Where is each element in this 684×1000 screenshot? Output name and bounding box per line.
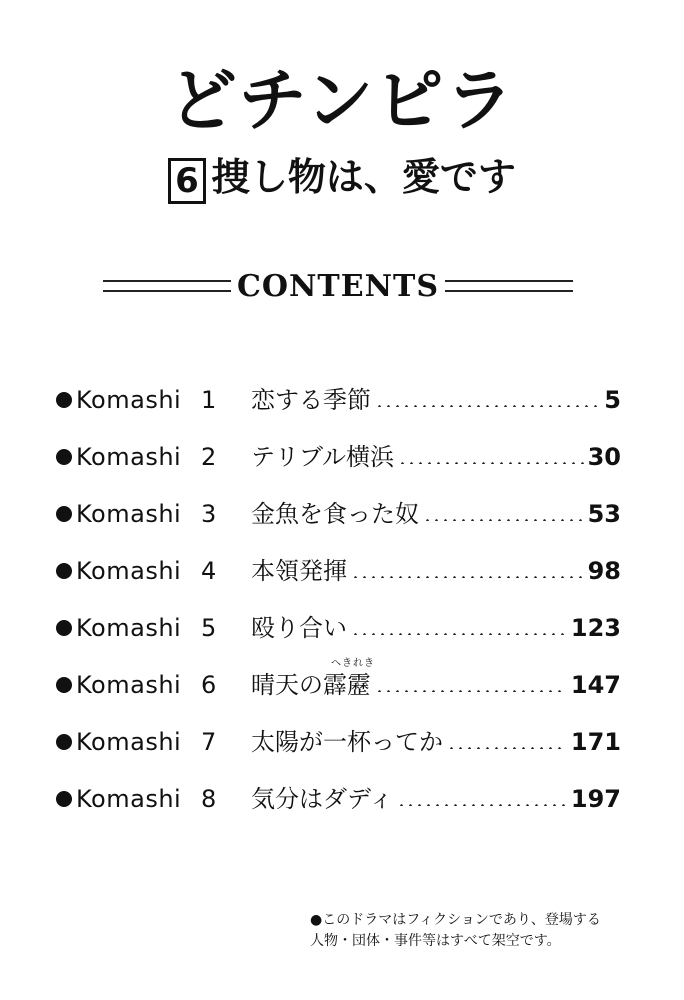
bullet-icon	[56, 506, 72, 522]
dot-leader	[375, 690, 567, 692]
episode-label: Komashi	[76, 671, 182, 699]
toc-row-1[interactable]	[56, 355, 621, 412]
page-number: 197	[570, 785, 621, 813]
page-number: 123	[570, 614, 621, 642]
dot-leader	[447, 747, 567, 749]
furigana: へきれき	[331, 658, 375, 669]
episode-number: 8	[201, 785, 217, 813]
episode-label: Komashi	[76, 500, 182, 528]
episode-title: 殴り合い	[251, 614, 347, 642]
volume-subtitle-text: 捜し物は、愛です	[211, 155, 516, 199]
dot-leader	[351, 576, 584, 578]
toc-row-5[interactable]	[56, 583, 621, 640]
episode-number: 7	[201, 728, 217, 756]
page-number: 30	[587, 443, 621, 471]
dot-leader	[397, 804, 567, 806]
bullet-icon	[56, 449, 72, 465]
episode-label: Komashi	[76, 386, 182, 414]
episode-label: Komashi	[76, 614, 182, 642]
toc-row-8[interactable]	[56, 754, 621, 811]
contents-rule-left	[103, 280, 231, 292]
book-title: どチンピラ	[168, 62, 516, 141]
volume-number-box: 6	[168, 158, 206, 204]
bullet-icon	[56, 677, 72, 693]
bullet-icon	[56, 791, 72, 807]
dot-leader	[423, 519, 584, 521]
episode-label: Komashi	[76, 785, 182, 813]
episode-title: テリブル横浜	[251, 443, 395, 471]
table-of-contents	[56, 355, 621, 811]
contents-rule-right	[445, 280, 573, 292]
dot-leader	[351, 633, 567, 635]
volume-subtitle	[0, 155, 684, 204]
dot-leader	[398, 462, 584, 464]
fiction-disclaimer	[310, 910, 601, 952]
page-number: 98	[587, 557, 621, 585]
episode-number: 4	[201, 557, 217, 585]
toc-row-7[interactable]	[56, 697, 621, 754]
toc-row-4[interactable]	[56, 526, 621, 583]
episode-title: 恋する季節	[251, 386, 371, 414]
bullet-icon	[56, 734, 72, 750]
page-number: 147	[570, 671, 621, 699]
contents-heading: CONTENTS	[236, 268, 440, 304]
toc-row-2[interactable]	[56, 412, 621, 469]
episode-title: 気分はダディ	[251, 785, 394, 813]
disclaimer-line-2: 人物・団体・事件等はすべて架空です。	[310, 933, 561, 949]
page-number: 5	[604, 386, 621, 414]
episode-number: 6	[201, 671, 217, 699]
bullet-icon	[56, 620, 72, 636]
episode-number: 5	[201, 614, 217, 642]
episode-number: 3	[201, 500, 217, 528]
episode-label: Komashi	[76, 557, 182, 585]
disclaimer-line-1: ●このドラマはフィクションであり、登場する	[310, 912, 601, 928]
episode-label: Komashi	[76, 728, 182, 756]
contents-header	[103, 268, 573, 304]
episode-title: 晴天の霹靂	[251, 671, 371, 699]
episode-title-wrap	[251, 658, 375, 699]
episode-title: 金魚を食った奴	[251, 500, 419, 528]
dot-leader	[375, 405, 600, 407]
bullet-icon	[56, 563, 72, 579]
page-number: 53	[587, 500, 621, 528]
toc-row-6[interactable]	[56, 640, 621, 697]
episode-title: 太陽が一杯ってか	[251, 728, 443, 756]
episode-title: 本領発揮	[251, 557, 347, 585]
toc-row-3[interactable]	[56, 469, 621, 526]
episode-label: Komashi	[76, 443, 182, 471]
episode-number: 1	[201, 386, 217, 414]
episode-number: 2	[201, 443, 217, 471]
bullet-icon	[56, 392, 72, 408]
page-number: 171	[570, 728, 621, 756]
